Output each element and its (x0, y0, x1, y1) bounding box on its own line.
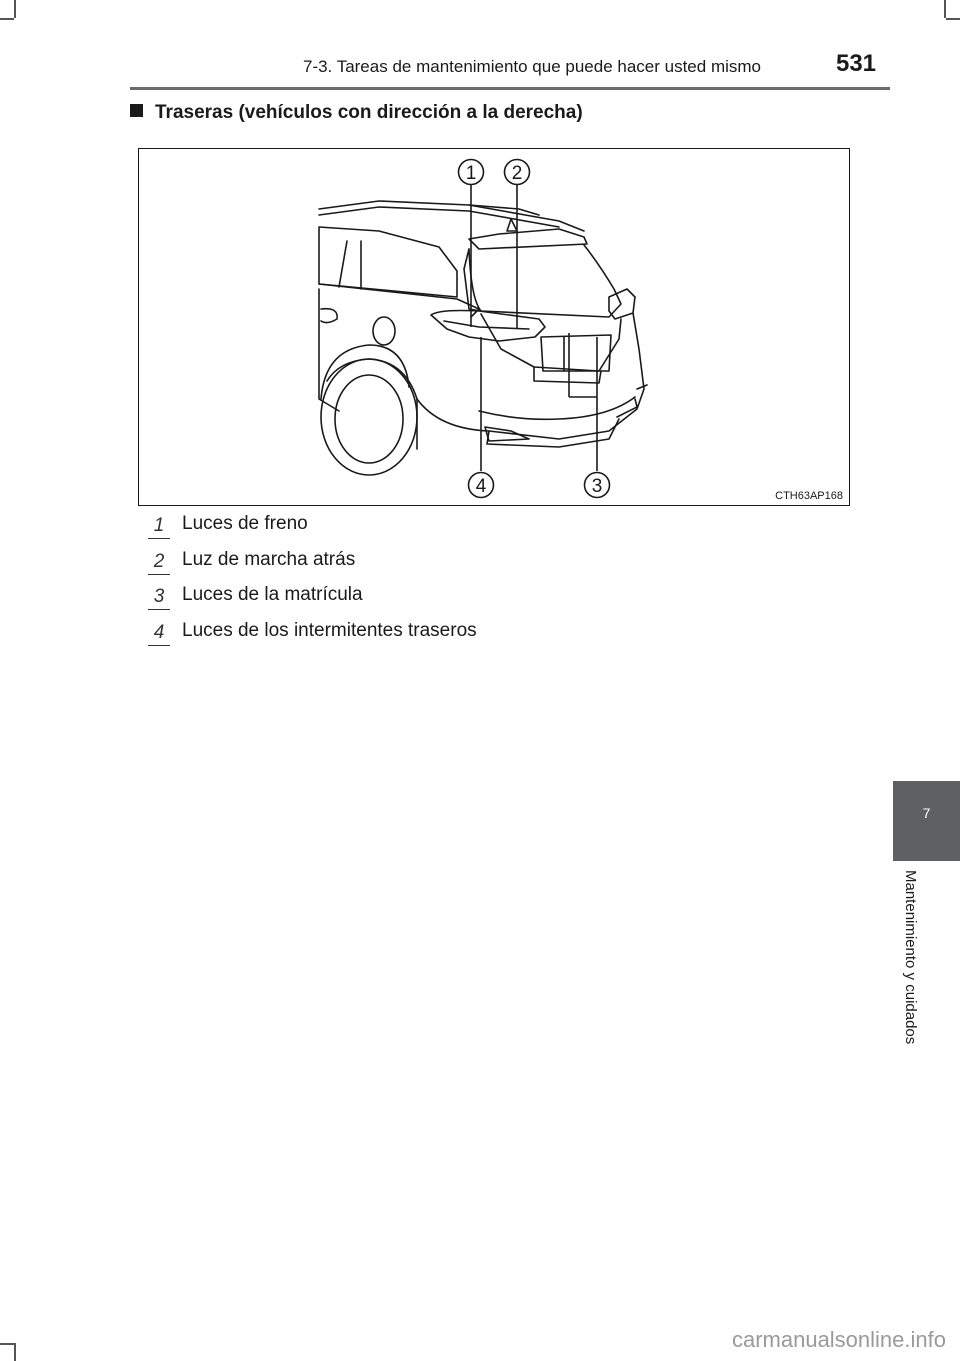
crop-mark (0, 18, 14, 20)
callout-4 (469, 473, 494, 498)
legend-number: 2 (148, 550, 170, 575)
callout-1 (459, 160, 484, 185)
section-heading-text: Traseras (vehículos con dirección a la derecha) (155, 102, 583, 123)
legend-number: 1 (148, 514, 170, 539)
chapter-title-vertical (902, 870, 918, 1080)
crop-mark (946, 18, 960, 20)
crop-mark (944, 0, 946, 18)
watermark: carmanualsonline.info (731, 1327, 946, 1352)
rear-lights-figure (138, 148, 850, 506)
callout-4-label: 4 (475, 476, 487, 497)
legend-label: Luz de marcha atrás (182, 548, 356, 570)
legend-label: Luces de los intermitentes traseros (182, 619, 477, 641)
callout-3 (585, 473, 610, 498)
callout-1-label: 1 (465, 163, 477, 184)
section-heading (130, 102, 583, 124)
chapter-number: 7 (922, 805, 931, 821)
legend-label: Luces de la matrícula (182, 584, 363, 605)
legend-number: 3 (148, 585, 170, 610)
chapter-title: Mantenimiento y cuidados (902, 870, 919, 1045)
legend-number: 4 (148, 621, 170, 646)
page-number: 531 (835, 50, 877, 77)
crop-mark (14, 1343, 16, 1361)
header-rule (130, 87, 890, 90)
callout-2 (505, 160, 530, 185)
header-section-title: 7-3. Tareas de mantenimiento que puede hacer usted mismo (302, 57, 761, 76)
square-bullet-icon (130, 104, 143, 117)
callout-2-label: 2 (511, 163, 523, 184)
car-rear-illustration (139, 149, 849, 505)
chapter-tab (893, 781, 960, 861)
legend-label: Luces de freno (182, 513, 308, 534)
crop-mark (14, 0, 16, 18)
figure-code: CTH63AP168 (775, 490, 843, 502)
callout-3-label: 3 (591, 476, 603, 497)
crop-mark (0, 1343, 14, 1345)
